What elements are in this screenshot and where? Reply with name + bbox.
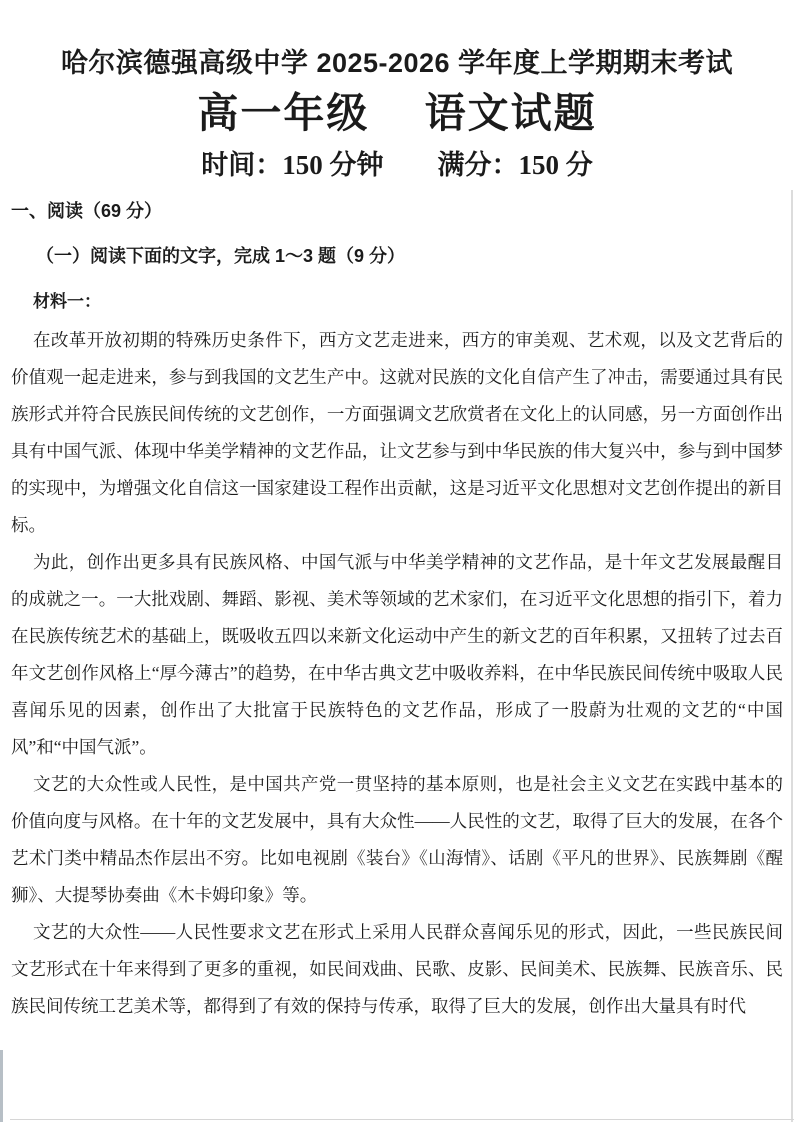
material-paragraph-3: 文艺的大众性或人民性，是中国共产党一贯坚持的基本原则，也是社会主义文艺在实践中基本的价值向度与风格。在十年的文艺发展中，具有大众性——人民性的文艺，取得了巨大的发展，在各个艺术门类中精品杰作层出不穷。比如电视剧《装台》《山海情》、话剧《平凡的世界》、民族舞剧《醒狮》、大提琴协奏曲《木卡姆印象》等。: [11, 774, 783, 905]
material-paragraph-2: 为此，创作出更多具有民族风格、中国气派与中华美学精神的文艺作品，是十年文艺发展最醒目的成就之一。一大批戏剧、舞蹈、影视、美术等领域的艺术家们，在习近平文化思想的指引下，着力在民族传统艺术的基础上，既吸收五四以来新文化运动中产生的新文艺的百年积累，又扭转了过去百年文艺创作风格上“厚今薄古”的趋势，在中华古典文艺中吸收养料，在中华民族民间传统中吸取人民喜闻乐见的因素，创作出了大批富于民族特色的文艺作品，形成了一股蔚为壮观的文艺的“中国风”和“中国气派”。: [11, 552, 783, 757]
exam-header: [0, 0, 794, 182]
scan-edge-left-bottom: [0, 1050, 3, 1122]
exam-body: [0, 199, 794, 1025]
exam-time-score-line: 时间：150 分钟 满分：150 分: [201, 150, 593, 180]
material-paragraph-4: 文艺的大众性——人民性要求文艺在形式上采用人民群众喜闻乐见的形式，因此，一些民族民间文艺形式在十年来得到了更多的重视，如民间戏曲、民歌、皮影、民间美术、民族舞、民族音乐、民族民间传统工艺美术等，都得到了有效的保持与传承，取得了巨大的发展，创作出大量具有时代: [11, 922, 783, 1016]
scan-edge-right: [791, 190, 793, 1122]
scan-edge-bottom: [10, 1119, 794, 1120]
exam-school-title: 哈尔滨德强高级中学 2025-2026 学年度上学期期末考试: [60, 48, 734, 78]
exam-title: 高一年级 语文试题: [197, 90, 597, 136]
subsection-heading-passage: （一）阅读下面的文字，完成 1～3 题（9 分）: [36, 246, 406, 266]
section-heading-reading: 一、阅读（69 分）: [11, 201, 163, 221]
material-one-label: 材料一：: [33, 292, 101, 311]
material-paragraph-1: 在改革开放初期的特殊历史条件下，西方文艺走进来，西方的审美观、艺术观，以及文艺背后的价值观一起走进来，参与到我国的文艺生产中。这就对民族的文化自信产生了冲击，需要通过具有民族形式并符合民族民间传统的文艺创作，一方面强调文艺欣赏者在文化上的认同感，另一方面创作出具有中国气派、体现中华美学精神的文艺作品，让文艺参与到中华民族的伟大复兴中，参与到中国梦的实现中，为增强文化自信这一国家建设工程作出贡献，这是习近平文化思想对文艺创作提出的新目标。: [11, 330, 783, 535]
